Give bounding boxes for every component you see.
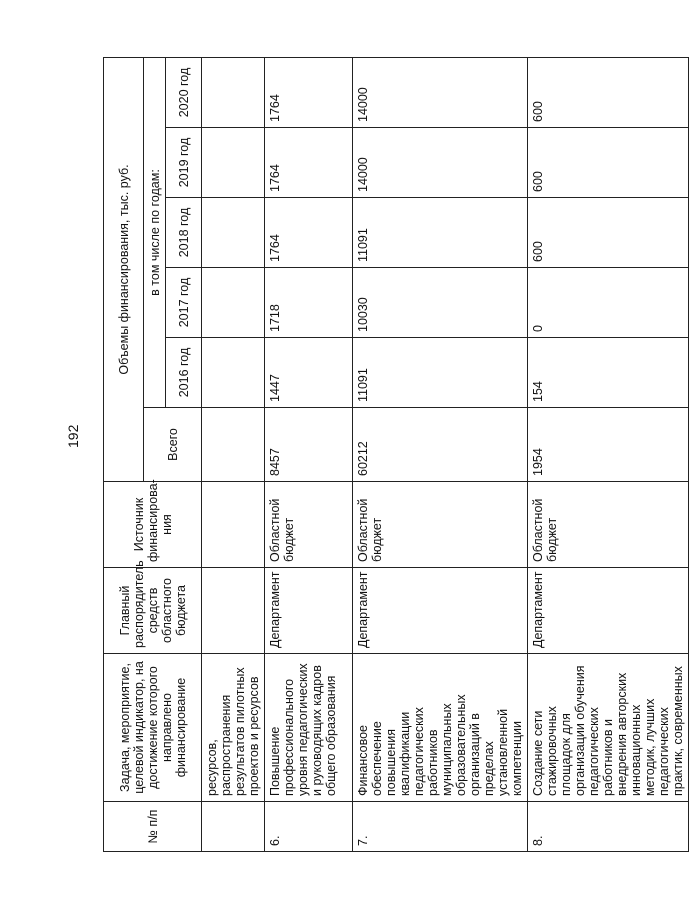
row-manager: Департамент: [528, 568, 689, 654]
row-2018: 11091: [353, 198, 528, 268]
row-2020: 1764: [265, 58, 353, 128]
row-2019: 600: [528, 128, 689, 198]
row-num: 7.: [353, 802, 528, 852]
row-num: 6.: [265, 802, 353, 852]
row-2017: 1718: [265, 268, 353, 338]
row-2019: 1764: [265, 128, 353, 198]
table-row: [353, 58, 528, 852]
row-manager: Департамент: [265, 568, 353, 654]
row-2017: 10030: [353, 268, 528, 338]
header-manager: Главный распорядитель средств областного бюджета: [104, 568, 202, 654]
row-source: Областной бюджет: [265, 482, 353, 568]
rotated-table-container: [103, 58, 685, 852]
header-volumes: Объемы финансирования, тыс. руб.: [104, 58, 144, 482]
table-row: [265, 58, 353, 852]
row-num: 8.: [528, 802, 689, 852]
header-year-2020: 2020 год: [166, 58, 202, 128]
header-by-years: в том числе по годам:: [144, 58, 166, 408]
row-source: [202, 482, 265, 568]
row-2018: 600: [528, 198, 689, 268]
header-year-2019: 2019 год: [166, 128, 202, 198]
row-manager: [202, 568, 265, 654]
row-total: 60212: [353, 408, 528, 482]
row-total: 8457: [265, 408, 353, 482]
row-2017: [202, 268, 265, 338]
row-task: Финансовое обеспечение повышения квалификации педагогических работников муниципальных образовательных организаций в пределах установленной компетенции: [353, 654, 528, 802]
header-source: Источник финансирова-ния: [104, 482, 202, 568]
row-source: Областной бюджет: [353, 482, 528, 568]
table-row: [528, 58, 689, 852]
row-total: [202, 408, 265, 482]
row-2016: 1447: [265, 338, 353, 408]
header-year-2018: 2018 год: [166, 198, 202, 268]
row-2020: 14000: [353, 58, 528, 128]
row-task: Повышение профессионального уровня педагогических и руководящих кадров общего образования: [265, 654, 353, 802]
header-num: № п/п: [104, 802, 202, 852]
header-year-2016: 2016 год: [166, 338, 202, 408]
row-2019: 14000: [353, 128, 528, 198]
row-2016: [202, 338, 265, 408]
row-2017: 0: [528, 268, 689, 338]
row-task: Создание сети стажировочных площадок для организации обучения педагогических работников и внедрения авторских инновационных методик, лучших педагогических практик, современных: [528, 654, 689, 802]
row-2019: [202, 128, 265, 198]
row-2016: 11091: [353, 338, 528, 408]
row-task: ресурсов, распространения результатов пилотных проектов и ресурсов: [202, 654, 265, 802]
row-total: 1954: [528, 408, 689, 482]
row-source: Областной бюджет: [528, 482, 689, 568]
page-number: 192: [65, 424, 81, 448]
row-num: [202, 802, 265, 852]
header-total: Всего: [144, 408, 202, 482]
row-2018: [202, 198, 265, 268]
financing-table: [103, 57, 689, 852]
header-task: Задача, мероприятие, целевой индикатор, на достижение которого направлено финансирование: [104, 654, 202, 802]
row-2018: 1764: [265, 198, 353, 268]
header-year-2017: 2017 год: [166, 268, 202, 338]
row-manager: Департамент: [353, 568, 528, 654]
table-row: [202, 58, 265, 852]
row-2016: 154: [528, 338, 689, 408]
row-2020: [202, 58, 265, 128]
row-2020: 600: [528, 58, 689, 128]
